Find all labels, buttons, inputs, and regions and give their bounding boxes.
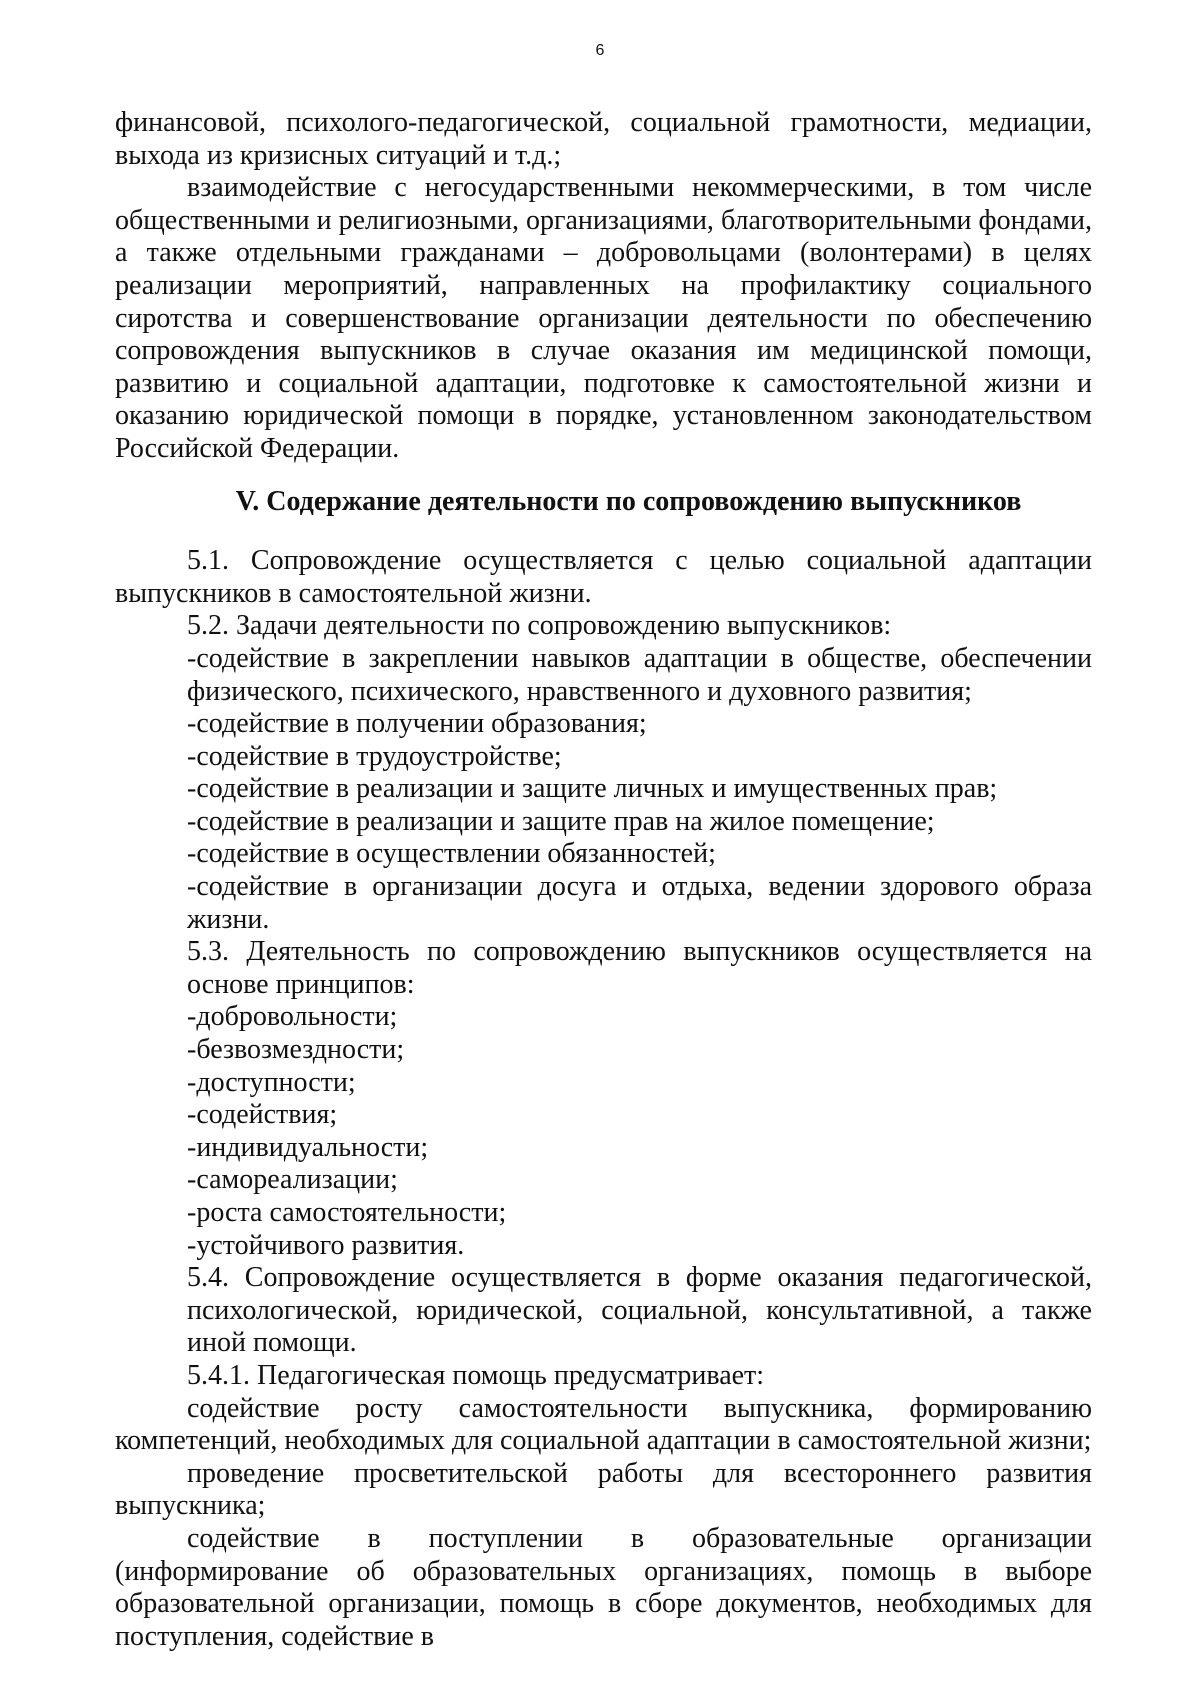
paragraph: -содействие в реализации и защите личных и имущественных прав;: [187, 773, 998, 805]
paragraph: финансовой, психолого-педагогической, социальной грамотности, медиации, выхода из кризисных ситуаций и т.д.;: [115, 107, 1092, 171]
paragraphs-before-heading: [115, 107, 1092, 466]
paragraph: -роста самостоятельности;: [187, 1197, 507, 1228]
paragraph: -устойчивого развития.: [187, 1229, 465, 1261]
paragraph: содействие росту самостоятельности выпускника, формированию компетенций, необходимых для социальной адаптации в самостоятельной жизни;: [115, 1392, 1092, 1457]
paragraphs-after-heading: [115, 545, 1092, 1653]
paragraph: -содействие в реализации и защите прав на жилое помещение;: [187, 805, 935, 837]
paragraph: -добровольности;: [187, 1001, 398, 1033]
paragraph: содействие в поступлении в образовательные организации (информирование об образовательных организациях, помощь в выборе образовательной организации, помощь в сборе документов, необходимых для поступления, содействие в: [115, 1522, 1092, 1652]
paragraph: -содействие в получении образования;: [187, 708, 647, 740]
paragraph: взаимодействие с негосударственными некоммерческими, в том числе общественными и религиозными, организациями, благотворительными фондами, а также отдельными гражданами – добровольцами (волонтерами) в целях реализации мероприятий, направленных на профилактику социального сиротства и совершенствование организации деятельности по обеспечению сопровождения выпускников в случае оказания им медицинской помощи, развитию и социальной адаптации, подготовке к самостоятельной жизни и оказанию юридической помощи в порядке, установленном законодательством Российской Федерации.: [115, 172, 1092, 464]
section-heading: V. Содержание деятельности по сопровождению выпускников: [235, 485, 1022, 517]
paragraph: 5.2. Задачи деятельности по сопровождению выпускников:: [187, 610, 892, 642]
paragraph: 5.4.1. Педагогическая помощь предусматривает:: [187, 1359, 765, 1391]
paragraph: -индивидуальности;: [187, 1131, 429, 1163]
paragraph: -безвозмездности;: [187, 1034, 405, 1066]
paragraph: 5.1. Сопровождение осуществляется с целью социальной адаптации выпускников в самостоятельной жизни.: [115, 545, 1092, 609]
paragraph: -содействие в трудоустройстве;: [187, 740, 562, 772]
paragraph: -самореализации;: [187, 1164, 398, 1196]
paragraph: 5.3. Деятельность по сопровождению выпускников осуществляется на основе принципов:: [187, 936, 1092, 1000]
paragraph: -содействия;: [187, 1099, 338, 1131]
paragraph: -содействие в осуществлении обязанностей;: [187, 838, 716, 870]
paragraph: проведение просветительской работы для всестороннего развития выпускника;: [115, 1457, 1092, 1522]
paragraph: 5.4. Сопровождение осуществляется в форме оказания педагогической, психологической, юридической, социальной, консультативной, а также иной помощи.: [187, 1262, 1092, 1359]
page-number: 6: [595, 42, 605, 59]
paragraph: -содействие в организации досуга и отдыха, ведении здорового образа жизни.: [187, 871, 1092, 935]
paragraph: -доступности;: [187, 1066, 356, 1098]
document-body: [115, 107, 1092, 1653]
paragraph: -содействие в закреплении навыков адаптации в обществе, обеспечении физического, психического, нравственного и духовного развития;: [187, 642, 1092, 707]
